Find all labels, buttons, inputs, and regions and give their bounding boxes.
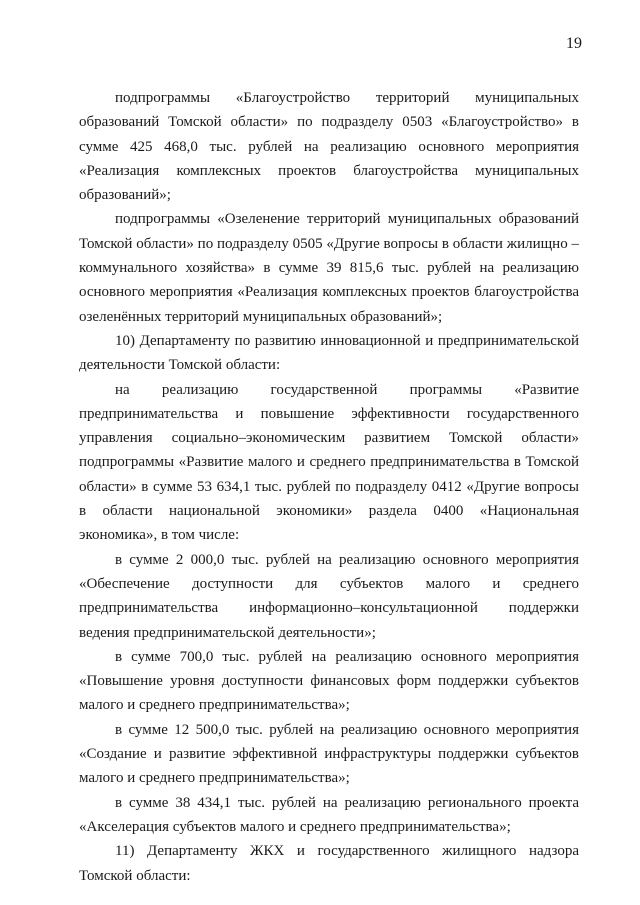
paragraph-item-financial-support: в сумме 700,0 тыс. рублей на реализацию основного мероприятия «Повышение уровня доступности финансовых форм поддержки субъектов малого и среднего предпринимательства»;	[79, 648, 579, 714]
paragraph-housing-department: 11) Департаменту ЖКХ и государственного жилищного надзора Томской области:	[79, 843, 579, 884]
paragraph-greening-subprogram: подпрограммы «Озеленение территорий муниципальных образований Томской области» по подразделу 0505 «Другие вопросы в области жилищно – коммунального хозяйства» в сумме 39 815,6 тыс. рублей на реализацию основного мероприятия «Реализация комплексных проектов благоустройства озеленённых территорий муниципальных образований»;	[79, 211, 579, 325]
page-number: 19	[566, 35, 582, 52]
paragraph-item-consulting-support: в сумме 2 000,0 тыс. рублей на реализацию основного мероприятия «Обеспечение доступности для субъектов малого и среднего предпринимательства информационно–консультационной поддержки ведения предпринимательской деятельности»;	[79, 551, 579, 641]
paragraph-item-infrastructure: в сумме 12 500,0 тыс. рублей на реализацию основного мероприятия «Создание и развитие эффективной инфраструктуры поддержки субъектов малого и среднего предпринимательства»;	[79, 721, 579, 787]
paragraph-innovation-department: 10) Департаменту по развитию инновационной и предпринимательской деятельности Томской области:	[79, 332, 579, 374]
paragraph-entrepreneurship-program: на реализацию государственной программы «Развитие предпринимательства и повышение эффективности государственного управления социально–экономическим развитием Томской области» подпрограммы «Развитие малого и среднего предпринимательства в Томской области» в сумме 53 634,1 тыс. рублей по подразделу 0412 «Другие вопросы в области национальной экономики» раздела 0400 «Национальная экономика», в том числе:	[79, 381, 579, 544]
paragraph-item-acceleration-project: в сумме 38 434,1 тыс. рублей на реализацию регионального проекта «Акселерация субъектов малого и среднего предпринимательства»;	[79, 794, 579, 835]
paragraph-landscaping-subprogram: подпрограммы «Благоустройство территорий муниципальных образований Томской области» по подразделу 0503 «Благоустройство» в сумме 425 468,0 тыс. рублей на реализацию основного мероприятия «Реализация комплексных проектов благоустройства муниципальных образований»;	[79, 90, 579, 204]
document-body	[79, 86, 579, 888]
